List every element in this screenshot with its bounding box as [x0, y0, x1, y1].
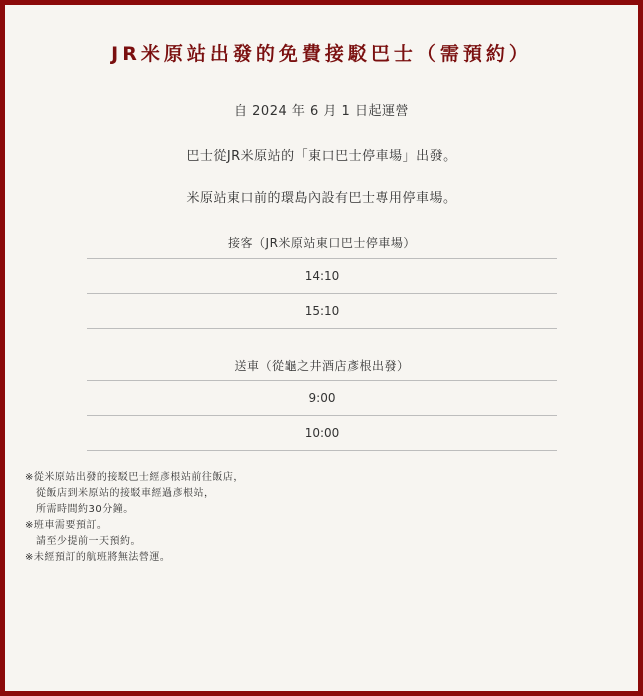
note-duration: 所需時間約30分鐘。	[36, 504, 134, 515]
note-return-route: 從飯店到米原站的接駁車經過彥根站，	[36, 488, 215, 499]
dropoff-time-row: 10:00	[87, 416, 557, 451]
departure-point-text: 巴士從JR米原站的「東口巴士停車場」出發。	[186, 149, 457, 164]
note-advance-booking: 請至少提前一天預約。	[36, 536, 141, 547]
page-title: JR米原站出發的免費接駁巴士（需預約）	[111, 43, 532, 65]
pickup-time-row: 14:10	[87, 259, 557, 294]
note-route: ※從米原站出發的接駁巴士經彥根站前往飯店，	[25, 472, 244, 483]
parking-info-text: 米原站東口前的環島內設有巴士專用停車場。	[186, 191, 457, 206]
note-no-reservation: ※未經預訂的航班將無法營運。	[25, 552, 171, 563]
service-start-text: 自 2024 年 6 月 1 日起運營	[234, 104, 409, 119]
pickup-time-row: 15:10	[87, 294, 557, 329]
dropoff-time-row: 9:00	[87, 381, 557, 416]
note-reservation-required: ※班車需要預訂。	[25, 520, 108, 531]
content-frame	[5, 5, 638, 691]
dropoff-heading: 送車（從龜之井酒店彥根出發）	[234, 359, 410, 373]
pickup-heading: 接客（JR米原站東口巴士停車場）	[228, 236, 416, 250]
notes-block	[25, 470, 244, 566]
